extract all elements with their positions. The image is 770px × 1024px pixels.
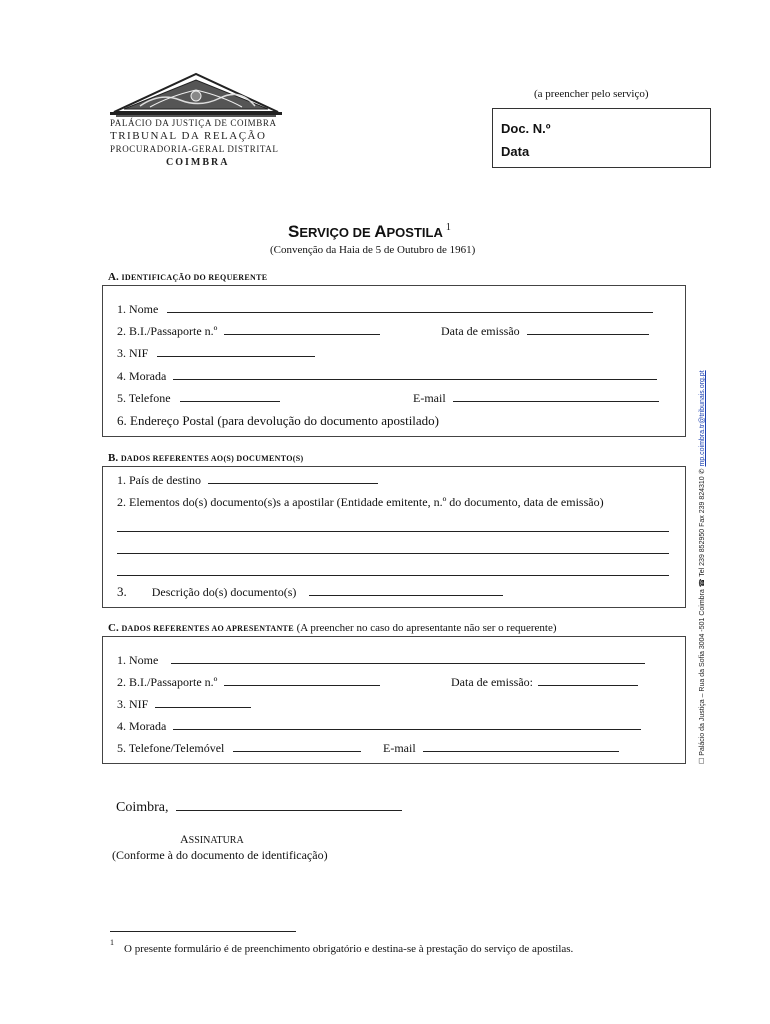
b-pais-label: 1. País de destino bbox=[117, 473, 201, 487]
c-emissao-row bbox=[451, 675, 638, 690]
section-b-letter: B. bbox=[108, 452, 119, 464]
section-c-note: (A preencher no caso do apresentante não ser o requerente) bbox=[296, 622, 557, 634]
c-bi-row bbox=[117, 675, 380, 690]
logo-line-tribunal: TRIBUNAL DA RELAÇÃO bbox=[110, 130, 267, 142]
a-nif-row bbox=[117, 346, 315, 361]
sidebar-address: Palácio da Justiça – Rua da Sofia 3004 -501 Coimbra ☎ Tel 239 852950 Fax 239 824310 ✆ bbox=[699, 468, 706, 756]
b-descricao-label: Descrição do(s) documento(s) bbox=[151, 585, 297, 599]
a-morada-row bbox=[117, 369, 657, 384]
a-emissao-label: Data de emissão bbox=[441, 324, 520, 338]
a-emissao-input[interactable] bbox=[527, 324, 649, 335]
b-elementos-label: 2. Elementos do(s) documento(s)s a apostilar (Entidade emitente, n.º do documento, data de emissão) bbox=[117, 495, 604, 509]
c-morada-input[interactable] bbox=[173, 719, 641, 730]
a-telefone-row bbox=[117, 391, 280, 406]
logo-line-palace: PALÁCIO DA JUSTIÇA DE COIMBRA bbox=[110, 118, 277, 128]
a-nome-row bbox=[117, 302, 653, 317]
a-nif-input[interactable] bbox=[157, 346, 315, 357]
checkbox-icon: ☐ bbox=[699, 757, 706, 764]
c-morada-row bbox=[117, 719, 641, 734]
section-b-title: DADOS REFERENTES AO(S) DOCUMENTO(S) bbox=[120, 454, 304, 463]
a-morada-input[interactable] bbox=[173, 369, 657, 380]
doc-number-label: Doc. N.º bbox=[501, 121, 551, 136]
b-elementos-line-3[interactable] bbox=[117, 575, 669, 576]
section-a-title: IDENTIFICAÇÃO DO REQUERENTE bbox=[121, 273, 268, 282]
a-emissao-row bbox=[441, 324, 649, 339]
c-nome-label: 1. Nome bbox=[117, 653, 159, 667]
a-telefone-label: 5. Telefone bbox=[117, 391, 171, 405]
a-email-label: E-mail bbox=[413, 391, 446, 405]
a-endereco-label: 6. Endereço Postal (para devolução do documento apostilado) bbox=[117, 413, 440, 428]
c-emissao-input[interactable] bbox=[538, 675, 638, 686]
section-c-box bbox=[102, 636, 686, 764]
c-telefone-input[interactable] bbox=[233, 741, 361, 752]
sidebar-contact bbox=[698, 370, 706, 764]
title-word-servico: ERVIÇO DE bbox=[299, 225, 375, 240]
title-initial-a: A bbox=[374, 222, 387, 241]
section-a-box bbox=[102, 285, 686, 437]
footnote-text: O presente formulário é de preenchimento obrigatório e destina-se à prestação do serviço de apostilas. bbox=[124, 943, 574, 955]
c-bi-input[interactable] bbox=[224, 675, 380, 686]
doc-number-box bbox=[492, 108, 711, 168]
c-telefone-label: 5. Telefone/Telemóvel bbox=[117, 741, 225, 755]
b-descricao-row bbox=[117, 584, 503, 600]
logo-line-procuradoria: PROCURADORIA-GERAL DISTRITAL bbox=[110, 144, 279, 154]
a-email-row bbox=[413, 391, 659, 406]
page-subtitle: (Convenção da Haia de 5 de Outubro de 1961) bbox=[270, 244, 476, 256]
c-nif-input[interactable] bbox=[155, 697, 251, 708]
c-telefone-row bbox=[117, 741, 361, 756]
signature-place-label: Coimbra, bbox=[116, 800, 169, 815]
section-c-heading bbox=[108, 622, 557, 634]
c-bi-label: 2. B.I./Passaporte n.º bbox=[117, 675, 218, 689]
section-a-letter: A. bbox=[108, 271, 119, 283]
c-nif-label: 3. NIF bbox=[117, 697, 149, 711]
c-email-label: E-mail bbox=[383, 741, 416, 755]
section-a-heading bbox=[108, 271, 267, 283]
signature-note: (Conforme à do documento de identificação) bbox=[112, 848, 328, 862]
section-c-letter: C. bbox=[108, 622, 119, 634]
a-nif-label: 3. NIF bbox=[117, 346, 149, 360]
a-nome-input[interactable] bbox=[167, 302, 653, 313]
section-c-title: DADOS REFERENTES AO APRESENTANTE bbox=[121, 624, 294, 633]
c-nome-row bbox=[117, 653, 645, 668]
footnote-divider bbox=[110, 931, 296, 932]
a-endereco-row bbox=[117, 413, 439, 429]
b-descricao-number: 3. bbox=[117, 584, 127, 599]
signature-label-initial: A bbox=[180, 832, 189, 846]
logo-line-city: COIMBRA bbox=[166, 157, 230, 168]
c-email-input[interactable] bbox=[423, 741, 619, 752]
c-nome-input[interactable] bbox=[171, 653, 645, 664]
b-pais-row bbox=[117, 473, 378, 488]
b-elementos-row bbox=[117, 495, 604, 510]
a-bi-row bbox=[117, 324, 380, 339]
c-emissao-label: Data de emissão: bbox=[451, 675, 533, 689]
service-note: (a preencher pelo serviço) bbox=[534, 88, 649, 100]
section-b-heading bbox=[108, 452, 303, 464]
b-elementos-line-1[interactable] bbox=[117, 531, 669, 532]
logo-text-block bbox=[110, 117, 279, 169]
title-initial-s: S bbox=[288, 222, 300, 241]
sidebar-email-link[interactable]: mp.coimbra.tr@tribunais.org.pt bbox=[699, 370, 706, 467]
a-bi-label: 2. B.I./Passaporte n.º bbox=[117, 324, 218, 338]
doc-date-label: Data bbox=[501, 144, 530, 159]
title-footnote-mark: 1 bbox=[445, 222, 451, 234]
a-email-input[interactable] bbox=[453, 391, 659, 402]
b-pais-input[interactable] bbox=[208, 473, 378, 484]
a-morada-label: 4. Morada bbox=[117, 369, 167, 383]
section-b-box bbox=[102, 466, 686, 608]
page-title bbox=[288, 222, 451, 242]
b-descricao-input[interactable] bbox=[309, 585, 503, 596]
palace-pediment-logo bbox=[110, 70, 282, 118]
signature-place-row bbox=[116, 798, 402, 816]
signature-label-rest: SSINATURA bbox=[188, 835, 244, 846]
signature-date-input[interactable] bbox=[176, 798, 402, 811]
title-word-apostila: POSTILA bbox=[386, 225, 443, 240]
a-nome-label: 1. Nome bbox=[117, 302, 159, 316]
signature-label bbox=[180, 832, 244, 847]
a-bi-input[interactable] bbox=[224, 324, 380, 335]
footnote-mark: 1 bbox=[110, 938, 114, 947]
a-telefone-input[interactable] bbox=[180, 391, 280, 402]
c-email-row bbox=[383, 741, 619, 756]
b-elementos-line-2[interactable] bbox=[117, 553, 669, 554]
c-morada-label: 4. Morada bbox=[117, 719, 167, 733]
c-nif-row bbox=[117, 697, 251, 712]
